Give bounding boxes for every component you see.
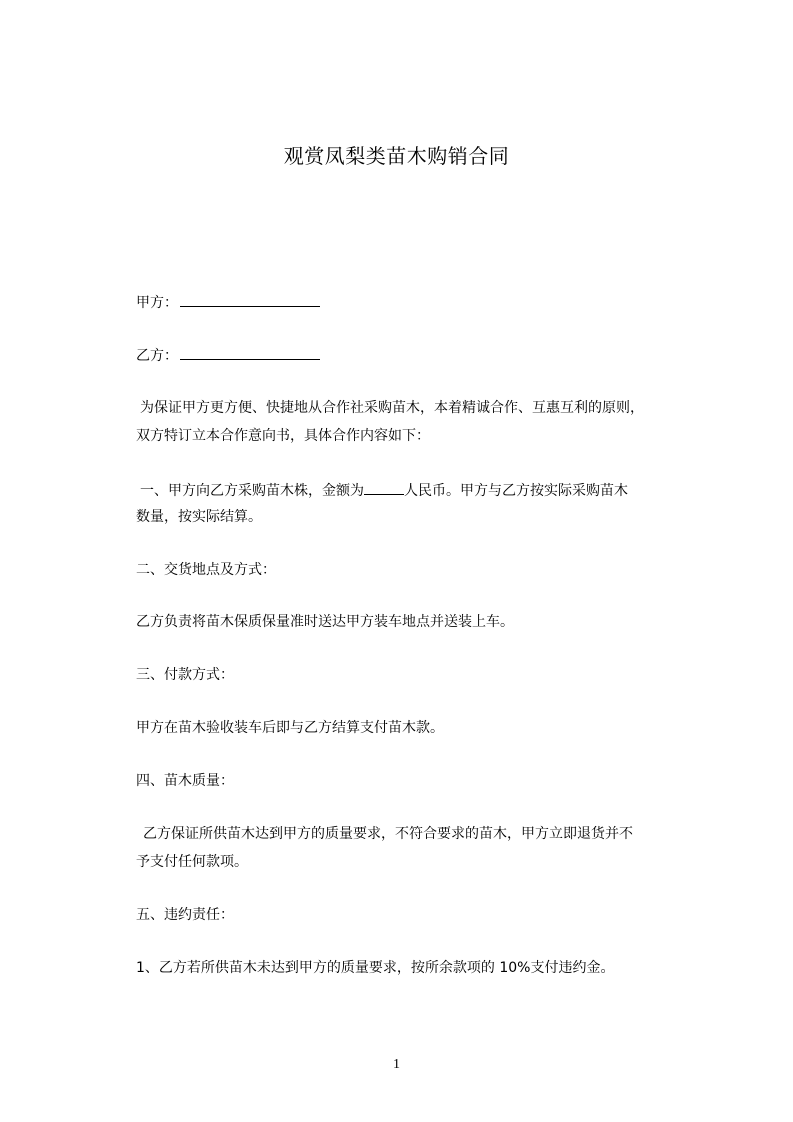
- section4-heading: 四、苗木质量：: [136, 773, 234, 789]
- section4-line-2: 予支付任何款项。: [136, 854, 248, 870]
- party-b-label: 乙方：: [136, 348, 178, 364]
- section3-heading: 三、付款方式：: [136, 667, 234, 683]
- section2-body: 乙方负责将苗木保质保量准时送达甲方装车地点并送装上车。: [136, 614, 514, 630]
- section5-heading: 五、违约责任：: [136, 907, 234, 923]
- party-a-label: 甲方：: [136, 295, 178, 311]
- page-number: 1: [393, 1057, 400, 1072]
- intro-line-1: 为保证甲方更方便、快捷地从合作社采购苗木，本着精诚合作、互惠互利的原则，: [140, 400, 644, 416]
- party-b-line: [136, 346, 696, 364]
- section1-line-1: [140, 481, 700, 499]
- section1-line-2: 数量，按实际结算。: [136, 509, 262, 525]
- amount-blank: [364, 481, 404, 495]
- section5-item-1: 1、乙方若所供苗木未达到甲方的质量要求，按所余款项的 10%支付违约金。: [136, 960, 615, 976]
- section1-text-before: 一、甲方向乙方采购苗木株，金额为: [140, 483, 364, 499]
- intro-line-2: 双方特订立本合作意向书，具体合作内容如下：: [136, 428, 430, 444]
- section1-text-after: 人民币。甲方与乙方按实际采购苗木: [404, 483, 628, 499]
- party-a-blank: [180, 293, 320, 307]
- section4-line-1: 乙方保证所供苗木达到甲方的质量要求，不符合要求的苗木，甲方立即退货并不: [143, 826, 633, 842]
- section2-heading: 二、交货地点及方式：: [136, 562, 276, 578]
- section3-body: 甲方在苗木验收装车后即与乙方结算支付苗木款。: [136, 720, 444, 736]
- document-title: 观赏凤梨类苗木购销合同: [283, 144, 510, 168]
- party-b-blank: [180, 346, 320, 360]
- party-a-line: [136, 293, 696, 311]
